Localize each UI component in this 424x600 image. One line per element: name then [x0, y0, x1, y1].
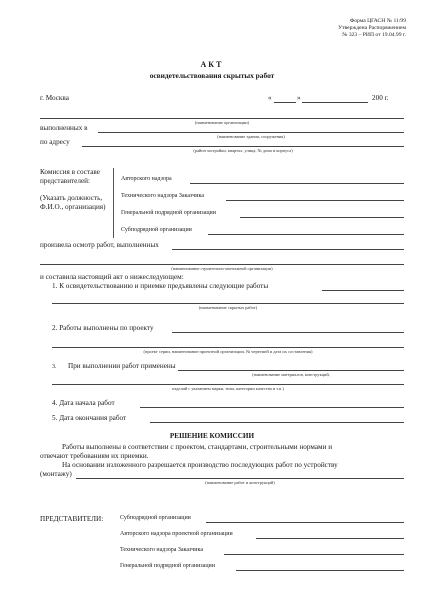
building-field[interactable] — [98, 132, 404, 133]
composed-text: и составила настоящий акт о нижеследующем: — [40, 273, 184, 281]
date-year-label: 200 г. — [372, 94, 389, 102]
building-caption: (наименование здания, сооружения) — [217, 134, 285, 139]
member-author-supervision: Авторского надзора — [121, 176, 172, 182]
materials-caption: (наименование материалов, конструкций, — [252, 372, 330, 377]
item-2-field-2[interactable] — [52, 347, 404, 348]
item-2-label: 2. Работы выполнены по проекту — [52, 324, 154, 332]
form-header — [338, 18, 406, 39]
item-3-field[interactable] — [178, 370, 404, 371]
item-3-field-2[interactable] — [52, 384, 404, 385]
works-constructions-caption: (наименование работ и конструкций) — [205, 480, 275, 485]
rep-tech-supervision: Технического надзора Заказчика — [120, 547, 203, 553]
organization-field[interactable] — [40, 118, 404, 119]
item-1-field-2[interactable] — [52, 303, 404, 304]
decision-text-2: отвечают требованиям их приемки. — [40, 452, 149, 460]
representatives-label: ПРЕДСТАВИТЕЛИ: — [40, 515, 104, 523]
commission-label-4: Ф.И.О., организация) — [40, 203, 106, 211]
item-1-field[interactable] — [322, 290, 404, 291]
item-3-label: При выполнении работ применены — [68, 362, 176, 370]
decision-text-1: Работы выполнены в соответствии с проектом, стандартами, строительными нормами и — [62, 443, 333, 451]
city-label: г. Москва — [40, 94, 69, 102]
date-month-field[interactable] — [302, 102, 368, 103]
date-open-quote: « — [268, 94, 272, 102]
date-day-field[interactable] — [274, 102, 296, 103]
rep-general-field[interactable] — [236, 570, 404, 571]
form-order: № 323 – РИП от 19.04.99 г. — [342, 32, 406, 38]
document-subtitle: освидетельствования скрытых работ — [149, 71, 275, 80]
decision-text-3: На основании изложенного разрешается производство последующих работ по устройству — [62, 461, 338, 469]
member-general-field[interactable] — [240, 217, 404, 218]
address-field[interactable] — [82, 146, 404, 147]
rep-tech-field[interactable] — [224, 554, 404, 555]
commission-label-3: (Указать должность, — [40, 194, 103, 202]
inspection-performed: произвела осмотр работ, выполненных — [40, 241, 159, 249]
item-5-label: 5. Дата окончания работ — [52, 414, 127, 422]
form-number: Форма ЦГАСН № 11/99 — [349, 18, 406, 24]
rep-general-contractor: Генеральной подрядной организации — [120, 563, 215, 569]
form-approval: Утверждена Распоряжением — [338, 25, 406, 31]
item-3-number: 3. — [52, 364, 57, 370]
item-2-field[interactable] — [172, 332, 404, 333]
decision-heading: РЕШЕНИЕ КОМИССИИ — [169, 432, 255, 440]
member-tech-field[interactable] — [226, 200, 404, 201]
end-date-field[interactable] — [150, 422, 404, 423]
address-label: по адресу — [40, 138, 70, 146]
inspection-field-2[interactable] — [40, 264, 404, 265]
rep-author-field[interactable] — [256, 538, 404, 539]
rep-author-supervision: Авторского надзора проектной организации — [120, 531, 233, 537]
commission-label-2: представителей: — [40, 177, 90, 185]
org-name-caption: (наименование организации) — [194, 120, 250, 125]
materials-caption-2: изделий с указанием марки, типа, категории качества и т.п.) — [172, 386, 284, 391]
document-title: АКТ — [200, 60, 224, 69]
hidden-works-caption: (наименование скрытых работ) — [198, 305, 258, 310]
project-ref-caption: (проект серии, наименование проектной организации, № чертежей и дата их составления) — [143, 349, 313, 354]
commission-label-1: Комиссия в составе — [40, 168, 100, 176]
construction-org-caption: (наименование строительно-монтажной организации) — [171, 266, 273, 271]
inspection-field[interactable] — [172, 249, 404, 250]
item-1-label: 1. К освидетельствованию и приемке предъявлены следующие работы — [52, 282, 269, 290]
item-4-label: 4. Дата начала работ — [52, 399, 115, 407]
address-caption: (район застройки, квартал, улица, № дома и корпуса) — [193, 148, 293, 153]
rep-subcontractor: Субподрядной организации — [120, 515, 191, 521]
member-subcontractor: Субподрядной организации — [121, 227, 192, 233]
start-date-field[interactable] — [140, 407, 404, 408]
member-sub-field[interactable] — [208, 234, 404, 235]
member-author-field[interactable] — [190, 183, 404, 184]
decision-text-4: (монтажу) — [40, 470, 72, 478]
next-works-field[interactable] — [76, 478, 404, 479]
completed-in-label: выполненных в — [40, 124, 88, 132]
commission-divider — [113, 168, 114, 238]
date-close-quote: » — [297, 94, 301, 102]
member-general-contractor: Генеральной подрядной организации — [121, 210, 216, 216]
member-tech-supervision: Технического надзора Заказчика — [121, 193, 204, 199]
rep-subcontractor-field[interactable] — [206, 522, 404, 523]
